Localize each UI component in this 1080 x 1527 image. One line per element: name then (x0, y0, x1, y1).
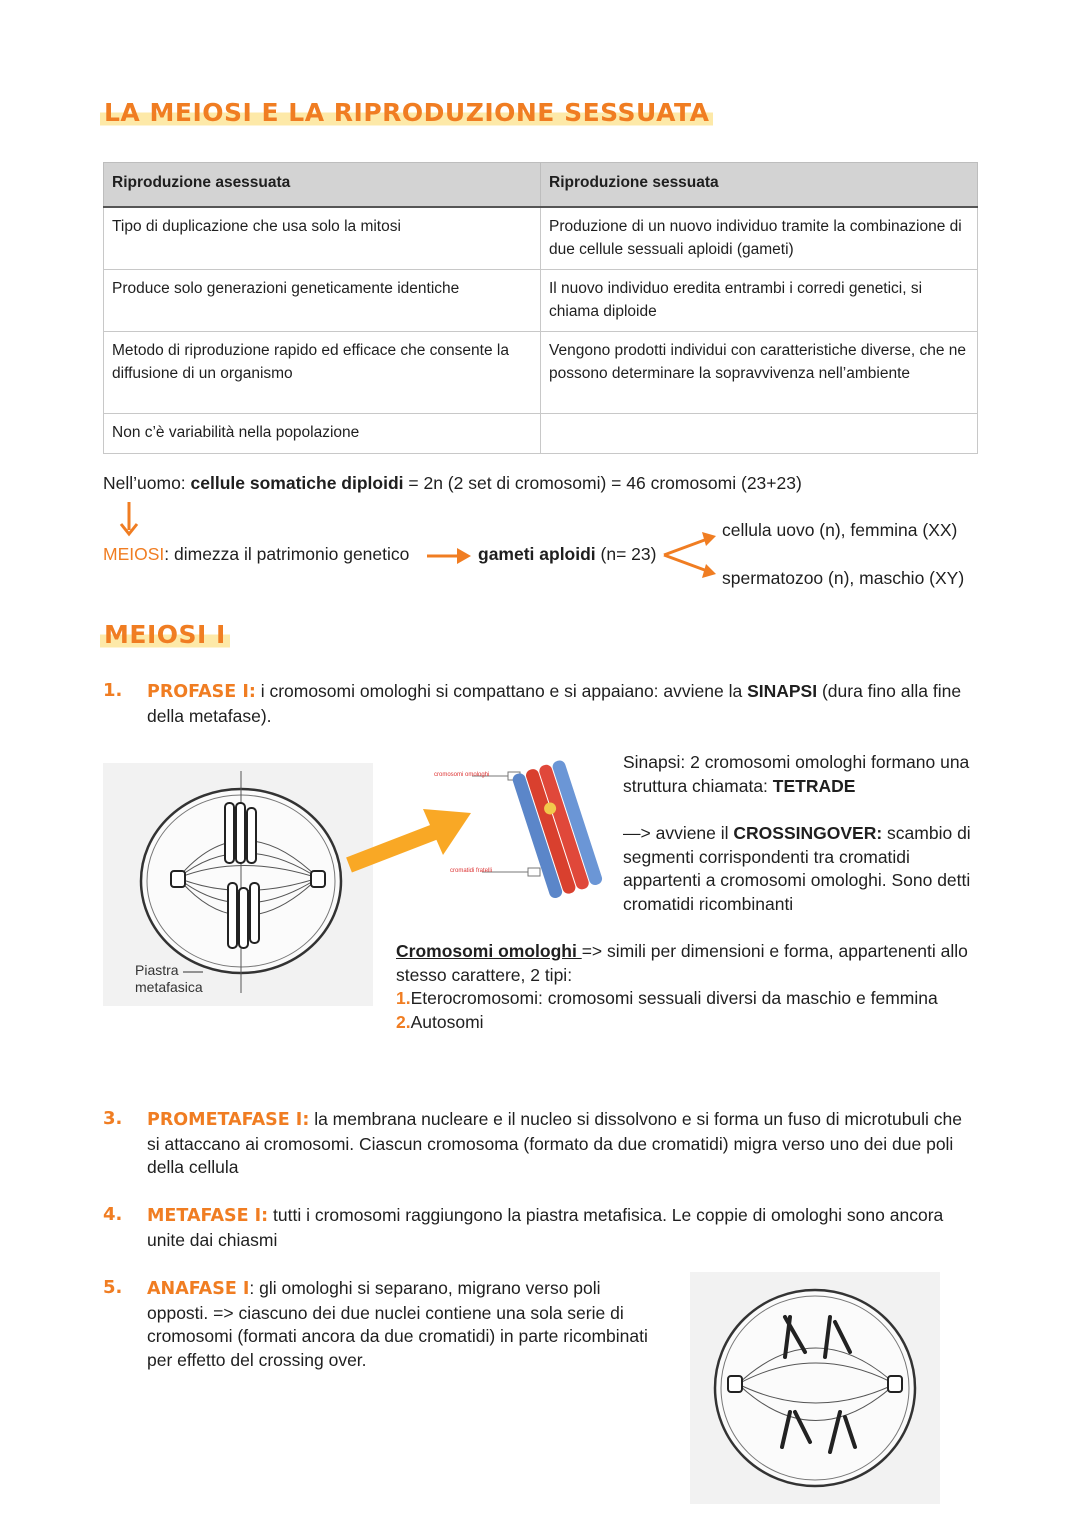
phase-4-number: 4. (103, 1204, 123, 1225)
item-2-number: 2. (396, 1011, 411, 1032)
table-cell: Metodo di riproduzione rapido ed efficace che consente la diffusione di un organismo (104, 332, 541, 414)
phase-1-text (147, 680, 977, 728)
homologous-body: => simili per dimensioni e forma, appartenenti allo stesso carattere, 2 tipi: (396, 941, 968, 985)
human-prefix: Nell’uomo: (103, 473, 191, 493)
meiosis-label: MEIOSI (103, 544, 165, 564)
item-1-text: Eterocromosomi: cromosomi sessuali diversi da maschio e femmina (410, 988, 938, 1008)
phase-4-name: METAFASE I: (147, 1206, 269, 1226)
comparison-table (103, 162, 978, 454)
chromosome-illustration (430, 760, 610, 900)
anaphase-illustration (690, 1272, 940, 1504)
anaphase-figure (690, 1272, 940, 1504)
chromosomes-figure (430, 760, 610, 900)
homologous-item-1 (396, 987, 976, 1011)
sister-chromatids-label: cromatidi fratelli (450, 868, 493, 874)
phase-4-text (147, 1204, 977, 1252)
gametes-bold: gameti aploidi (478, 544, 596, 564)
gametes-text (478, 543, 656, 567)
table-cell: Produzione di un nuovo individuo tramite la combinazione di due cellule sessuali aploidi (gameti) (541, 207, 978, 270)
down-arrow-icon (117, 500, 143, 540)
metaphase-figure (103, 763, 373, 1006)
table-row (104, 207, 978, 270)
sinapsi-bold: TETRADE (772, 775, 856, 796)
crossing-prefix: —> avviene il (623, 823, 734, 843)
table-row (104, 270, 978, 332)
crossing-body: scambio di segmenti corrispondenti tra cromatidi appartenti a cromosomi omologhi. Sono detti cromatidi ricombinanti (623, 823, 971, 914)
phase-1-bold: SINAPSI (747, 681, 818, 701)
table-cell: Il nuovo individuo eredita entrambi i corredi genetici, si chiama diploide (541, 270, 978, 332)
page-title: LA MEIOSI E LA RIPRODUZIONE SESSUATA (100, 98, 713, 127)
phase-3-name: PROMETAFASE I: (147, 1110, 310, 1130)
plate-label-line1: Piastra (135, 962, 179, 978)
homologous-item-2 (396, 1011, 976, 1035)
phase-3-body: la membrana nucleare e il nucleo si dissolvono e si forma un fuso di microtubuli che si attaccano ai cromosomi. Ciascun cromosoma (formato da due cromatidi) migra verso uno dei due poli della cellula (147, 1109, 963, 1177)
meiosis-line (103, 543, 409, 567)
crossing-bold: CROSSINGOVER: (733, 823, 883, 843)
phase-1-text-b: (dura fino alla fine della metafase). (147, 681, 962, 726)
meiosis-desc: : dimezza il patrimonio genetico (164, 544, 410, 564)
phase-1-name: PROFASE I: (147, 682, 256, 702)
table-row (104, 414, 978, 454)
table-header-asexual: Riproduzione asessuata (104, 163, 541, 208)
table-cell: Tipo di duplicazione che usa solo la mitosi (104, 207, 541, 270)
table-cell: Non c’è variabilità nella popolazione (104, 414, 541, 454)
sinapsi-text (623, 751, 973, 798)
homologous-label: cromosomi omologhi (434, 772, 490, 778)
phase-3-text (147, 1108, 977, 1180)
item-2-text: Autosomi (410, 1011, 484, 1032)
branch-bottom: spermatozoo (n), maschio (XY) (722, 568, 965, 588)
human-bold: cellule somatiche diploidi (190, 473, 404, 493)
phase-1-number: 1. (103, 680, 123, 701)
plate-label-line2: metafasica (135, 979, 203, 995)
phase-1-text-a: i cromosomi omologhi si compattano e si appaiano: avviene la (255, 681, 748, 701)
phase-3-number: 3. (103, 1108, 123, 1129)
table-row (104, 332, 978, 414)
branch-top: cellula uovo (n), femmina (XX) (722, 520, 958, 540)
table-cell (541, 414, 978, 454)
gametes-rest: (n= 23) (595, 544, 657, 564)
homologous-definition (396, 940, 976, 1034)
table-header-sexual: Riproduzione sessuata (541, 163, 978, 208)
homologous-heading: Cromosomi omologhi (396, 941, 582, 961)
human-chromosomes-line (103, 472, 1003, 496)
item-1-number: 1. (396, 988, 411, 1008)
phase-5-name: ANAFASE I (147, 1279, 250, 1299)
phase-5-body: : gli omologhi si separano, migrano verso poli opposti. => ciascuno dei due nuclei contiene una sola serie di cromosomi (formati ancora da due cromatidi) in parte ricombinati per effetto del crossing over. (147, 1278, 648, 1370)
table-header-row (104, 163, 978, 208)
phase-4-body: tutti i cromosomi raggiungono la piastra metafisica. Le coppie di omologhi sono ancora unite dai chiasmi (147, 1205, 944, 1250)
branch-arrows-icon (660, 528, 720, 584)
plate-label (135, 962, 203, 996)
section-title: MEIOSI I (100, 620, 230, 649)
table-cell: Produce solo generazioni geneticamente identiche (104, 270, 541, 332)
phase-5-number: 5. (103, 1277, 123, 1298)
phase-5-text (147, 1277, 652, 1372)
sinapsi-body: Sinapsi: 2 cromosomi omologhi formano una struttura chiamata: (623, 752, 970, 796)
right-arrow-icon (425, 545, 475, 567)
human-suffix: = 2n (2 set di cromosomi) = 46 cromosomi (23+23) (403, 473, 802, 493)
table-cell: Vengono prodotti individui con caratteristiche diverse, che ne possono determinare la sopravvivenza nell’ambiente (541, 332, 978, 414)
crossing-text (623, 822, 973, 916)
